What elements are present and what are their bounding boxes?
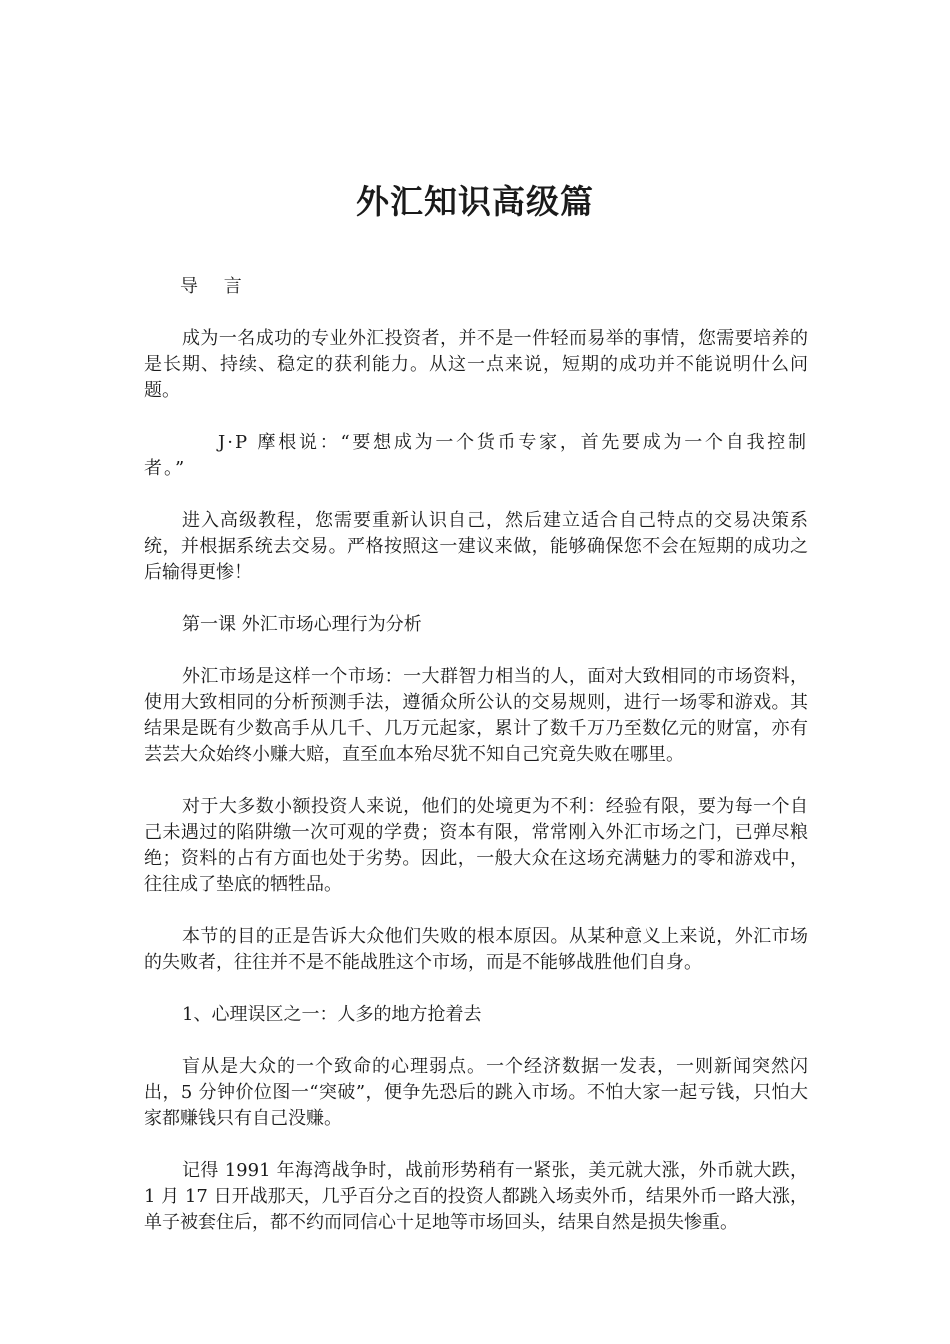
paragraph-quote: J·P 摩根说：“要想成为一个货币专家，首先要成为一个自我控制者。” <box>144 432 808 479</box>
document-body <box>144 274 808 1236</box>
paragraph-intro: 成为一名成功的专业外汇投资者，并不是一件轻而易举的事情，您需要培养的是长期、持续、稳定的获利能力。从这一点来说，短期的成功并不能说明什么问题。 <box>144 328 808 401</box>
paragraph-purpose: 本节的目的正是告诉大众他们失败的根本原因。从某种意义上来说，外汇市场的失败者，往往并不是不能战胜这个市场，而是不能够战胜他们自身。 <box>144 926 808 973</box>
paragraph-advanced: 进入高级教程，您需要重新认识自己，然后建立适合自己特点的交易决策系统，并根据系统去交易。严格按照这一建议来做，能够确保您不会在短期的成功之后输得更惨！ <box>144 510 808 583</box>
paragraph-herding: 盲从是大众的一个致命的心理弱点。一个经济数据一发表，一则新闻突然闪出，5 分钟价位图一“突破”，便争先恐后的跳入市场。不怕大家一起亏钱，只怕大家都赚钱只有自己没赚。 <box>144 1056 808 1129</box>
lesson-heading: 第一课 外汇市场心理行为分析 <box>182 614 422 635</box>
paragraph-gulf-war: 记得 1991 年海湾战争时，战前形势稍有一紧张，美元就大涨，外币就大跌，1 月 17 日开战那天，几乎百分之百的投资人都跳入场卖外币，结果外币一路大涨，单子被套住后，都不约而同信心十足地等市场回头，结果自然是损失惨重。 <box>144 1160 808 1233</box>
paragraph-market: 外汇市场是这样一个市场：一大群智力相当的人，面对大致相同的市场资料，使用大致相同的分析预测手法，遵循众所公认的交易规则，进行一场零和游戏。其结果是既有少数高手从几千、几万元起家，累计了数千万乃至数亿元的财富，亦有芸芸大众始终小赚大赔，直至血本殆尽犹不知自己究竟失败在哪里。 <box>144 666 808 765</box>
subheading-psychology-1: 1、心理误区之一：人多的地方抢着去 <box>182 1004 482 1025</box>
document-title: 外汇知识高级篇 <box>356 182 594 221</box>
section-heading-intro: 导 言 <box>180 276 252 297</box>
paragraph-small-investors: 对于大多数小额投资人来说，他们的处境更为不利：经验有限，要为每一个自己未遇过的陷阱缴一次可观的学费；资本有限，常常刚入外汇市场之门，已弹尽粮绝；资料的占有方面也处于劣势。因此，一般大众在这场充满魅力的零和游戏中，往往成了垫底的牺牲品。 <box>144 796 808 895</box>
